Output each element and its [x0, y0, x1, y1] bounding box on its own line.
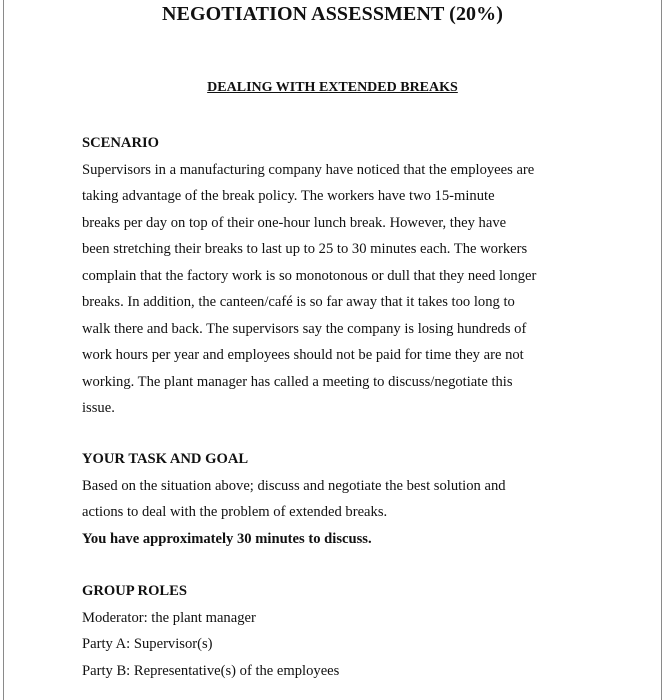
- role-item-party-b: Party B: Representative(s) of the employees: [82, 662, 340, 679]
- roles-heading: GROUP ROLES: [82, 583, 188, 599]
- role-item-moderator: Moderator: the plant manager: [82, 609, 256, 626]
- task-heading: YOUR TASK AND GOAL: [82, 451, 249, 467]
- scenario-line: breaks per day on top of their one-hour lunch break. However, they have: [82, 214, 507, 231]
- scenario-line: taking advantage of the break policy. The workers have two 15-minute: [82, 188, 495, 204]
- roles-list: [82, 605, 602, 685]
- role-item-party-a: Party A: Supervisor(s): [82, 636, 213, 652]
- time-limit-note: You have approximately 30 minutes to discuss.: [82, 530, 372, 547]
- scenario-paragraph: [82, 157, 602, 422]
- document-page: [3, 0, 662, 700]
- scenario-line: Supervisors in a manufacturing company have noticed that the employees are: [82, 161, 535, 178]
- scenario-line: been stretching their breaks to last up to 25 to 30 minutes each. The workers: [82, 241, 528, 257]
- document-subtitle: DEALING WITH EXTENDED BREAKS: [207, 80, 458, 95]
- task-line: actions to deal with the problem of extended breaks.: [82, 504, 388, 520]
- scenario-heading: SCENARIO: [82, 135, 160, 151]
- roles-section: [82, 578, 602, 684]
- scenario-line: working. The plant manager has called a meeting to discuss/negotiate this: [82, 373, 513, 390]
- page-title: NEGOTIATION ASSESSMENT (20%): [161, 3, 504, 25]
- scenario-line: work hours per year and employees should not be paid for time they are not: [82, 347, 524, 363]
- task-line: Based on the situation above; discuss and negotiate the best solution and: [82, 477, 506, 494]
- scenario-line: walk there and back. The supervisors say the company is losing hundreds of: [82, 320, 527, 337]
- scenario-line: complain that the factory work is so monotonous or dull that they need longer: [82, 267, 537, 284]
- scenario-section: [82, 130, 602, 422]
- scenario-line: issue.: [82, 400, 115, 416]
- scenario-line: breaks. In addition, the canteen/café is so far away that it takes too long to: [82, 294, 515, 310]
- task-section: [82, 446, 602, 552]
- task-paragraph: [82, 473, 602, 526]
